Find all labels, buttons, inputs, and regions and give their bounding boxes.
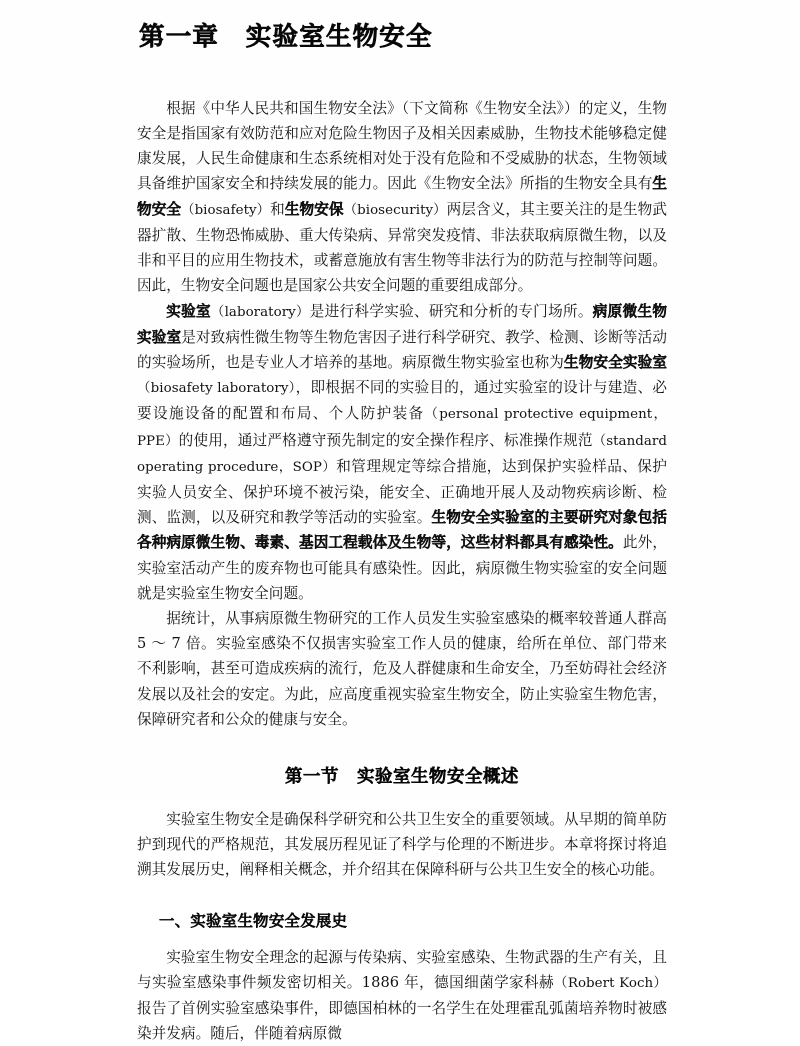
text-run: 此外，实验室活动产生的废弃物也可能具有感染性。因此，病原微生物实验室的安全问题就是实验室生物安全问题。 bbox=[137, 534, 667, 602]
text-run: 和管理规定等综合措施，达到保护实验样品、保护实验人员安全、保护环境不被污染，能安全、正确地开展人及动物疾病诊断、检测、监测，以及研究和教学等活动的实验室。 bbox=[137, 457, 667, 527]
latin-term: （Robert Koch） bbox=[554, 975, 667, 991]
text-run: 报告了首例实验室感染事件，即德国柏林的一名学生在处理霍乱弧菌培养物时被感染并发病。随后，伴随着病原微 bbox=[137, 999, 667, 1043]
paragraph-section-intro bbox=[137, 807, 667, 883]
emphasized-term: 实验室 bbox=[166, 302, 211, 320]
text-run: 两层含义，其主要关注的是生物武器扩散、生物恐怖威胁、重大传染病、异常突发疫情、非法获取病原微生物，以及非和平目的应用生物技术，或蓄意施放有害生物等非法行为的防范与控制等问题。因此，生物安全问题也是国家公共安全问题的重要组成部分。 bbox=[137, 200, 667, 295]
section-heading: 第一节 实验室生物安全概述 bbox=[285, 766, 519, 787]
text-run: 是对致病性微生物等生物危害因子进行科学研究、教学、检测、诊断等活动的实验场所，也是专业人才培养的基地。病原微生物实验室也称为 bbox=[137, 328, 668, 371]
text-run: ，即根据不同的实验目的，通过实验室的设计与建造、必要设施设备的配置和布局、个人防护装备 bbox=[137, 379, 667, 423]
emphasized-term: 生物安全实验室 bbox=[564, 353, 668, 371]
emphasized-term: 生物安全 bbox=[137, 175, 667, 218]
text-run: 是进行科学实验、研究和分析的专门场所。 bbox=[309, 302, 593, 320]
chapter-title: 第一章 实验室生物安全 bbox=[139, 22, 433, 52]
emphasized-term: 病原微生物实验室 bbox=[137, 302, 668, 346]
text-run: 根据《中华人民共和国生物安全法》（下文简称《生物安全法》）的定义，生物安全是指国家有效防范和应对危险生物因子及相关因素威胁，生物技术能够稳定健康发展，人民生命健康和生态系统相对处于没有危险和不受威胁的状态，生物领域具备维护国家安全和持续发展的能力。因此《生物安全法》所指的生物安全具有 bbox=[137, 99, 667, 193]
page-content bbox=[137, 18, 667, 1046]
text-run: 实验室生物安全是确保科学研究和公共卫生安全的重要领域。从早期的简单防护到现代的严格规范，其发展历程见证了科学与伦理的不断进步。本章将探讨将追溯其发展历史，阐释相关概念，并介绍其在保障科研与公共卫生安全的核心功能。 bbox=[137, 810, 667, 879]
latin-term: （biosafety laboratory） bbox=[137, 381, 296, 397]
paragraph-statistics bbox=[137, 606, 667, 732]
paragraph-laboratory-definition bbox=[137, 299, 667, 606]
emphasized-term: 生物安保 bbox=[284, 200, 344, 218]
text-run: 的使用，通过严格遵守预先制定的安全操作程序、标准操作规范 bbox=[178, 431, 593, 449]
emphasized-term: 生物安全实验室的主要研究对象包括各种病原微生物、毒素、基因工程载体及生物等，这些材料都具有感染性。 bbox=[137, 509, 667, 552]
text-run: 实验室生物安全理念的起源与传染病、实验室感染、生物武器的生产有关，且与实验室感染事件频发密切相关。1886 年，德国细菌学家科赫 bbox=[137, 948, 667, 991]
latin-term: （laboratory） bbox=[210, 304, 310, 320]
text-run: 和 bbox=[270, 200, 285, 218]
paragraph-biosafety-definition bbox=[137, 96, 667, 299]
text-run: 据统计，从事病原微生物研究的工作人员发生实验室感染的概率较普通人群高 5 ～ 7 倍。实验室感染不仅损害实验室工作人员的健康，给所在单位、部门带来不利影响，甚至可造成疾病的流行，危及人群健康和生命安全，乃至妨碍社会经济发展以及社会的安定。为此，应高度重视实验室生物安全，防止实验室生物危害，保障研究者和公众的健康与安全。 bbox=[137, 609, 667, 728]
paragraph-history bbox=[137, 945, 667, 1046]
subsection-heading-history: 一、实验室生物安全发展史 bbox=[159, 911, 348, 930]
latin-term: （biosafety） bbox=[181, 202, 271, 218]
latin-term: （standard operating procedure，SOP） bbox=[137, 433, 667, 475]
latin-term: （personal protective equipment，PPE） bbox=[137, 407, 667, 449]
latin-term: （biosecurity） bbox=[343, 202, 447, 218]
